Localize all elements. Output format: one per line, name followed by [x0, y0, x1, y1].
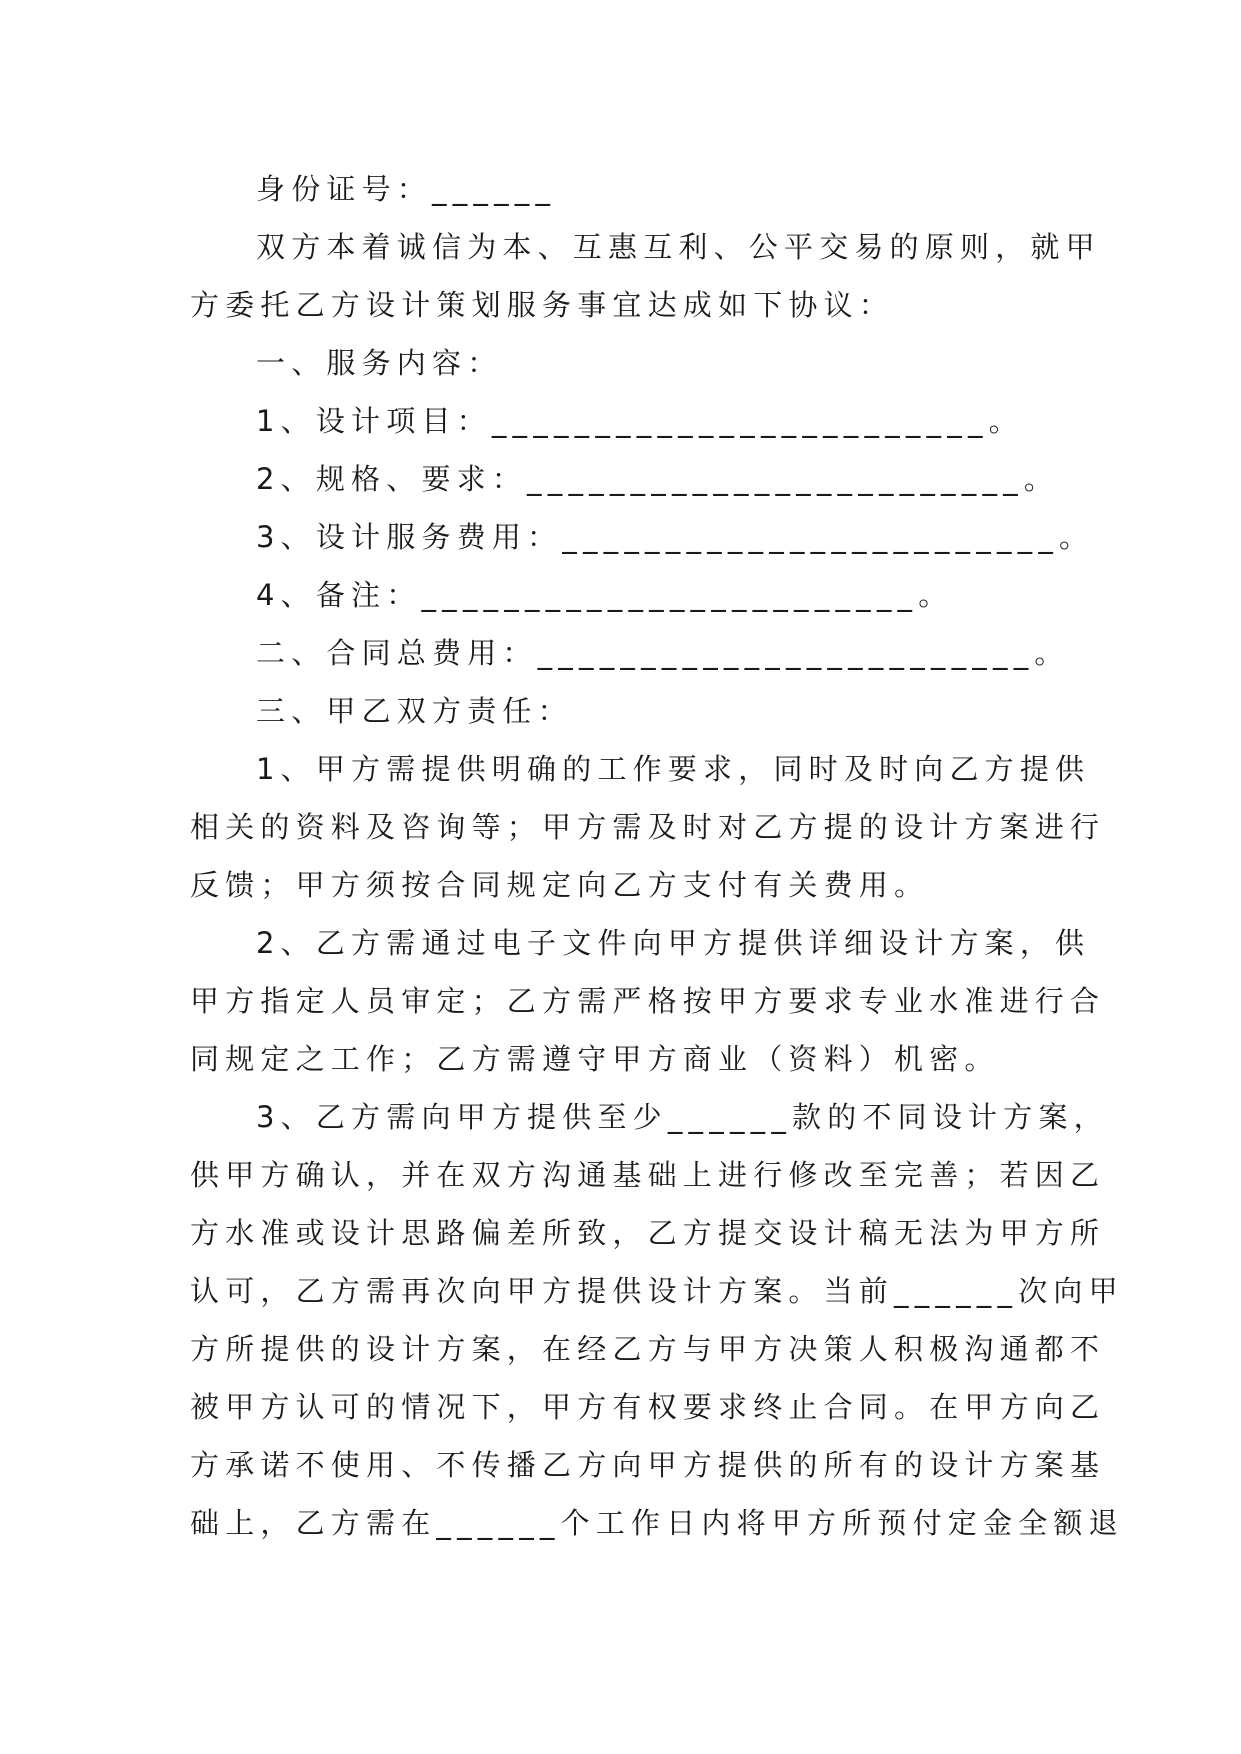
section-heading-service: 一、服务内容：	[256, 346, 503, 380]
paragraph-line: 被甲方认可的情况下，甲方有权要求终止合同。在甲方向乙	[190, 1390, 1106, 1424]
paragraph-line: 相关的资料及咨询等；甲方需及时对乙方提的设计方案进行	[190, 810, 1106, 844]
responsibility-paragraph-1	[190, 740, 1106, 914]
contract-page	[190, 160, 1124, 1552]
paragraph-line: 双方本着诚信为本、互惠互利、公平交易的原则，就甲	[256, 230, 1101, 264]
paragraph-line: 方承诺不使用、不传播乙方向甲方提供的所有的设计方案基	[190, 1448, 1106, 1482]
paragraph-line: 甲方指定人员审定；乙方需严格按甲方要求专业水准进行合	[190, 984, 1106, 1018]
service-item-fee: 3、设计服务费用：________________________。	[256, 520, 1095, 554]
responsibility-paragraph-3	[190, 1088, 1124, 1552]
section-total-fee: 二、合同总费用：________________________。	[256, 636, 1070, 670]
intro-paragraph	[190, 218, 1101, 334]
paragraph-line: 方水准或设计思路偏差所致，乙方提交设计稿无法为甲方所	[190, 1216, 1106, 1250]
service-item-spec: 2、规格、要求：________________________。	[256, 462, 1060, 496]
section-heading-responsibilities: 三、甲乙双方责任：	[256, 694, 573, 728]
paragraph-line: 础上，乙方需在______个工作日内将甲方所预付定金全额退	[190, 1506, 1124, 1540]
paragraph-line: 认可，乙方需再次向甲方提供设计方案。当前______次向甲	[190, 1274, 1124, 1308]
paragraph-line: 供甲方确认，并在双方沟通基础上进行修改至完善；若因乙	[190, 1158, 1106, 1192]
paragraph-line: 方委托乙方设计策划服务事宜达成如下协议：	[190, 288, 895, 322]
paragraph-line: 1、甲方需提供明确的工作要求，同时及时向乙方提供	[256, 752, 1091, 786]
paragraph-line: 同规定之工作；乙方需遵守甲方商业（资料）机密。	[190, 1042, 1000, 1076]
paragraph-line: 反馈；甲方须按合同规定向乙方支付有关费用。	[190, 868, 930, 902]
paragraph-line: 3、乙方需向甲方提供至少______款的不同设计方案，	[256, 1100, 1109, 1134]
service-item-design-project: 1、设计项目：________________________。	[256, 404, 1024, 438]
paragraph-line: 方所提供的设计方案，在经乙方与甲方决策人积极沟通都不	[190, 1332, 1106, 1366]
paragraph-line: 2、乙方需通过电子文件向甲方提供详细设计方案，供	[256, 926, 1091, 960]
service-item-notes: 4、备注：________________________。	[256, 578, 954, 612]
responsibility-paragraph-2	[190, 914, 1106, 1088]
id-number-line: 身份证号：______	[256, 172, 557, 206]
